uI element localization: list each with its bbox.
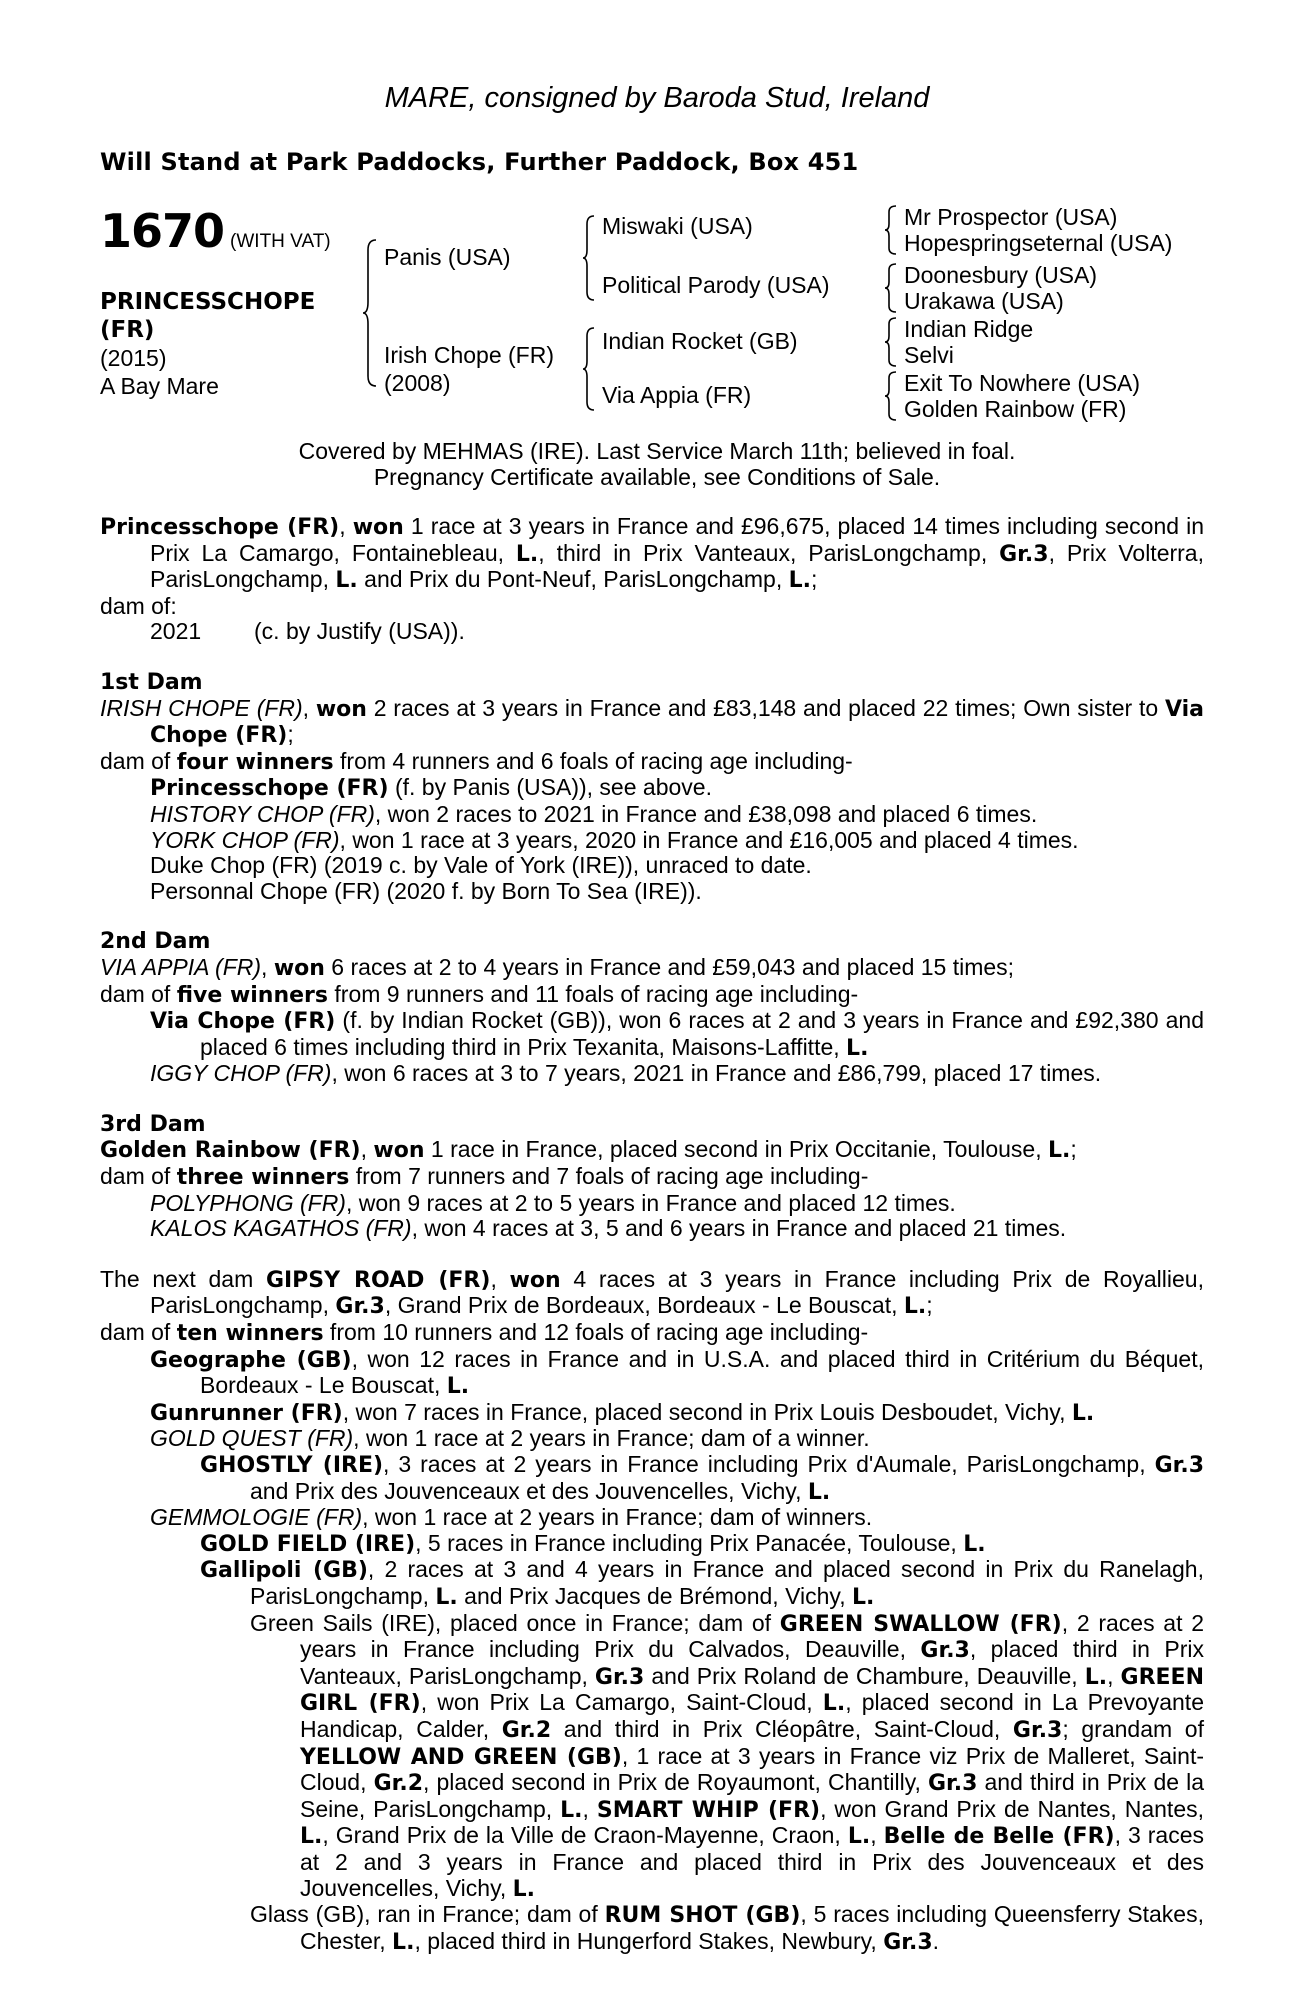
next-dam-produce-gold-quest: GOLD QUEST (FR), won 1 race at 2 years in France; dam of a winner. [150, 1425, 870, 1452]
next-dam-grand-produce-glass: Glass (GB), ran in France; dam of RUM SHOT (GB), 5 races including Queensferry Stakes, Chester, L., placed third in Hungerford Stakes, Newbury, Gr.3. [250, 1901, 1204, 1955]
vat-note: (WITH VAT) [230, 231, 331, 252]
pedigree-brace-main [362, 238, 378, 388]
mare-record: Princesschope (FR), won 1 race at 3 years in France and £96,675, placed 14 times including second in Prix La Camargo, Fontainebleau, L., third in Prix Vanteaux, ParisLongchamp, Gr.3, Prix Volterra, ParisLongchamp, L. and Prix du Pont-Neuf, ParisLongchamp, L.; [100, 513, 1205, 594]
pedigree-g2: Hopespringseternal (USA) [904, 230, 1173, 256]
pedigree-dam-year: (2008) [384, 370, 451, 396]
pedigree-dam-dam: Via Appia (FR) [602, 382, 752, 408]
lot-number: 1670 [100, 204, 225, 258]
pedigree-brace-sire [582, 214, 596, 302]
third-dam-produce-1: POLYPHONG (FR), won 9 races at 2 to 5 years in France and placed 12 times. [150, 1189, 956, 1216]
pedigree-g7: Exit To Nowhere (USA) [904, 370, 1141, 396]
lot-number-block [100, 204, 331, 258]
first-dam-produce-3: YORK CHOP (FR), won 1 race at 3 years, 2020 in France and £16,005 and placed 4 times. [150, 826, 1079, 853]
first-dam-produce-2: HISTORY CHOP (FR), won 2 races to 2021 in France and £38,098 and placed 6 times. [150, 800, 1038, 827]
next-dam-grand-produce-gold-field: GOLD FIELD (IRE), 5 races in France including Prix Panacée, Toulouse, L. [200, 1529, 986, 1557]
next-dam-produce-summary: dam of ten winners from 10 runners and 12 foals of racing age including- [100, 1319, 869, 1347]
first-dam-produce-1: Princesschope (FR) (f. by Panis (USA)), see above. [150, 774, 712, 802]
horse-name: PRINCESSCHOPE [100, 289, 316, 315]
next-dam-record: The next dam GIPSY ROAD (FR), won 4 races at 3 years in France including Prix de Royallieu, ParisLongchamp, Gr.3, Grand Prix de Bordeaux, Bordeaux - Le Bouscat, L.; [100, 1265, 1204, 1320]
pedigree-g3: Doonesbury (USA) [904, 262, 1098, 288]
pedigree-g4: Urakawa (USA) [904, 288, 1064, 314]
next-dam-grand-produce-ghostly: GHOSTLY (IRE), 3 races at 2 years in France including Prix d'Aumale, ParisLongchamp, Gr.3 and Prix des Jouvenceaux et des Jouvencelles, Vichy, L. [200, 1451, 1204, 1505]
first-dam-record: IRISH CHOPE (FR), won 2 races at 3 years in France and £83,148 and placed 22 times; Own sister to Via Chope (FR); [100, 694, 1204, 749]
pedigree-brace-g56 [884, 316, 898, 368]
next-dam-grand-produce-gallipoli: Gallipoli (GB), 2 races at 3 and 4 years in France and placed second in Prix du Ranelagh, ParisLongchamp, L. and Prix Jacques de Brémond, Vichy, L. [200, 1556, 1204, 1610]
horse-year: (2015) [100, 345, 167, 371]
third-dam-produce-summary: dam of three winners from 7 runners and 7 foals of racing age including- [100, 1163, 869, 1191]
pedigree-g5: Indian Ridge [904, 316, 1034, 342]
cover-line-1: Covered by MEHMAS (IRE). Last Service March 11th; believed in foal. [298, 438, 1016, 464]
second-dam-produce-summary: dam of five winners from 9 runners and 11 foals of racing age including- [100, 980, 859, 1008]
third-dam-produce-2: KALOS KAGATHOS (FR), won 4 races at 3, 5 and 6 years in France and placed 21 times. [150, 1215, 1067, 1242]
next-dam-grand-produce-green-sails: Green Sails (IRE), placed once in France; dam of GREEN SWALLOW (FR), 2 races at 2 years in France including Prix du Calvados, Deauville, Gr.3, placed third in Prix Vanteaux, ParisLongchamp, Gr.3 and Prix Roland de Chambure, Deauville, L., GREEN GIRL (FR), won Prix La Camargo, Saint-Cloud, L., placed second in La Prevoyante Handicap, Calder, Gr.2 and third in Prix Cléopâtre, Saint-Cloud, Gr.3; grandam of YELLOW AND GREEN (GB), 1 race at 3 years in France viz Prix de Malleret, Saint-Cloud, Gr.2, placed second in Prix de Royaumont, Chantilly, Gr.3 and third in Prix de la Seine, ParisLongchamp, L., SMART WHIP (FR), won Grand Prix de Nantes, Nantes, L., Grand Prix de la Ville de Craon-Mayenne, Craon, L., Belle de Belle (FR), 3 races at 2 and 3 years in France and placed third in Prix des Jouvenceaux et des Jouvencelles, Vichy, L. [250, 1609, 1205, 1902]
produce-row: 2021 (c. by Justify (USA)). [150, 618, 465, 645]
pedigree-brace-g34 [884, 262, 898, 314]
dam-of-label: dam of: [100, 592, 177, 619]
first-dam-heading: 1st Dam [100, 669, 203, 695]
pedigree-brace-g78 [884, 370, 898, 422]
pedigree-brace-dam [582, 326, 596, 412]
first-dam-produce-4: Duke Chop (FR) (2019 c. by Vale of York (IRE)), unraced to date. [150, 852, 812, 879]
next-dam-produce-gemmologie: GEMMOLOGIE (FR), won 1 race at 2 years in France; dam of winners. [150, 1504, 873, 1531]
cover-line-2: Pregnancy Certificate available, see Conditions of Sale. [373, 464, 941, 490]
second-dam-produce-1: Via Chope (FR) (f. by Indian Rocket (GB)), won 6 races at 2 and 3 years in France and £92,380 and placed 6 times including third in Prix Texanita, Maisons-Laffitte, L. [150, 1007, 1204, 1061]
second-dam-produce-2: IGGY CHOP (FR), won 6 races at 3 to 7 years, 2021 in France and £86,799, placed 17 times. [150, 1060, 1102, 1087]
pedigree-sire-sire: Miswaki (USA) [602, 213, 753, 239]
pedigree-sire-dam: Political Parody (USA) [602, 272, 830, 298]
second-dam-heading: 2nd Dam [100, 929, 211, 955]
third-dam-heading: 3rd Dam [100, 1111, 206, 1137]
second-dam-record: VIA APPIA (FR), won 6 races at 2 to 4 years in France and £59,043 and placed 15 times; [100, 953, 1015, 981]
pedigree-sire: Panis (USA) [384, 244, 511, 270]
page-title: MARE, consigned by Baroda Stud, Ireland [384, 82, 930, 114]
first-dam-produce-summary: dam of four winners from 4 runners and 6 foals of racing age including- [100, 747, 853, 775]
pedigree-g8: Golden Rainbow (FR) [904, 396, 1127, 422]
horse-description: A Bay Mare [100, 373, 219, 399]
pedigree-dam: Irish Chope (FR) [384, 342, 554, 368]
next-dam-produce-gunrunner: Gunrunner (FR), won 7 races in France, placed second in Prix Louis Desboudet, Vichy, L. [150, 1398, 1095, 1426]
pedigree-g1: Mr Prospector (USA) [904, 204, 1118, 230]
pedigree-g6: Selvi [904, 342, 954, 368]
horse-country: (FR) [100, 317, 155, 343]
catalogue-body [100, 514, 1204, 1955]
horse-identity [100, 288, 315, 400]
next-dam-produce-geographe: Geographe (GB), won 12 races in France and in U.S.A. and placed third in Critérium du Béquet, Bordeaux - Le Bouscat, L. [150, 1345, 1204, 1400]
pedigree-dam-sire: Indian Rocket (GB) [602, 328, 798, 354]
cover-notice [0, 438, 1314, 490]
pedigree-brace-g12 [884, 204, 898, 256]
stand-location: Will Stand at Park Paddocks, Further Paddock, Box 451 [100, 148, 859, 176]
third-dam-record: Golden Rainbow (FR), won 1 race in France, placed second in Prix Occitanie, Toulouse, L.; [100, 1136, 1077, 1164]
first-dam-produce-5: Personnal Chope (FR) (2020 f. by Born To Sea (IRE)). [150, 877, 702, 904]
